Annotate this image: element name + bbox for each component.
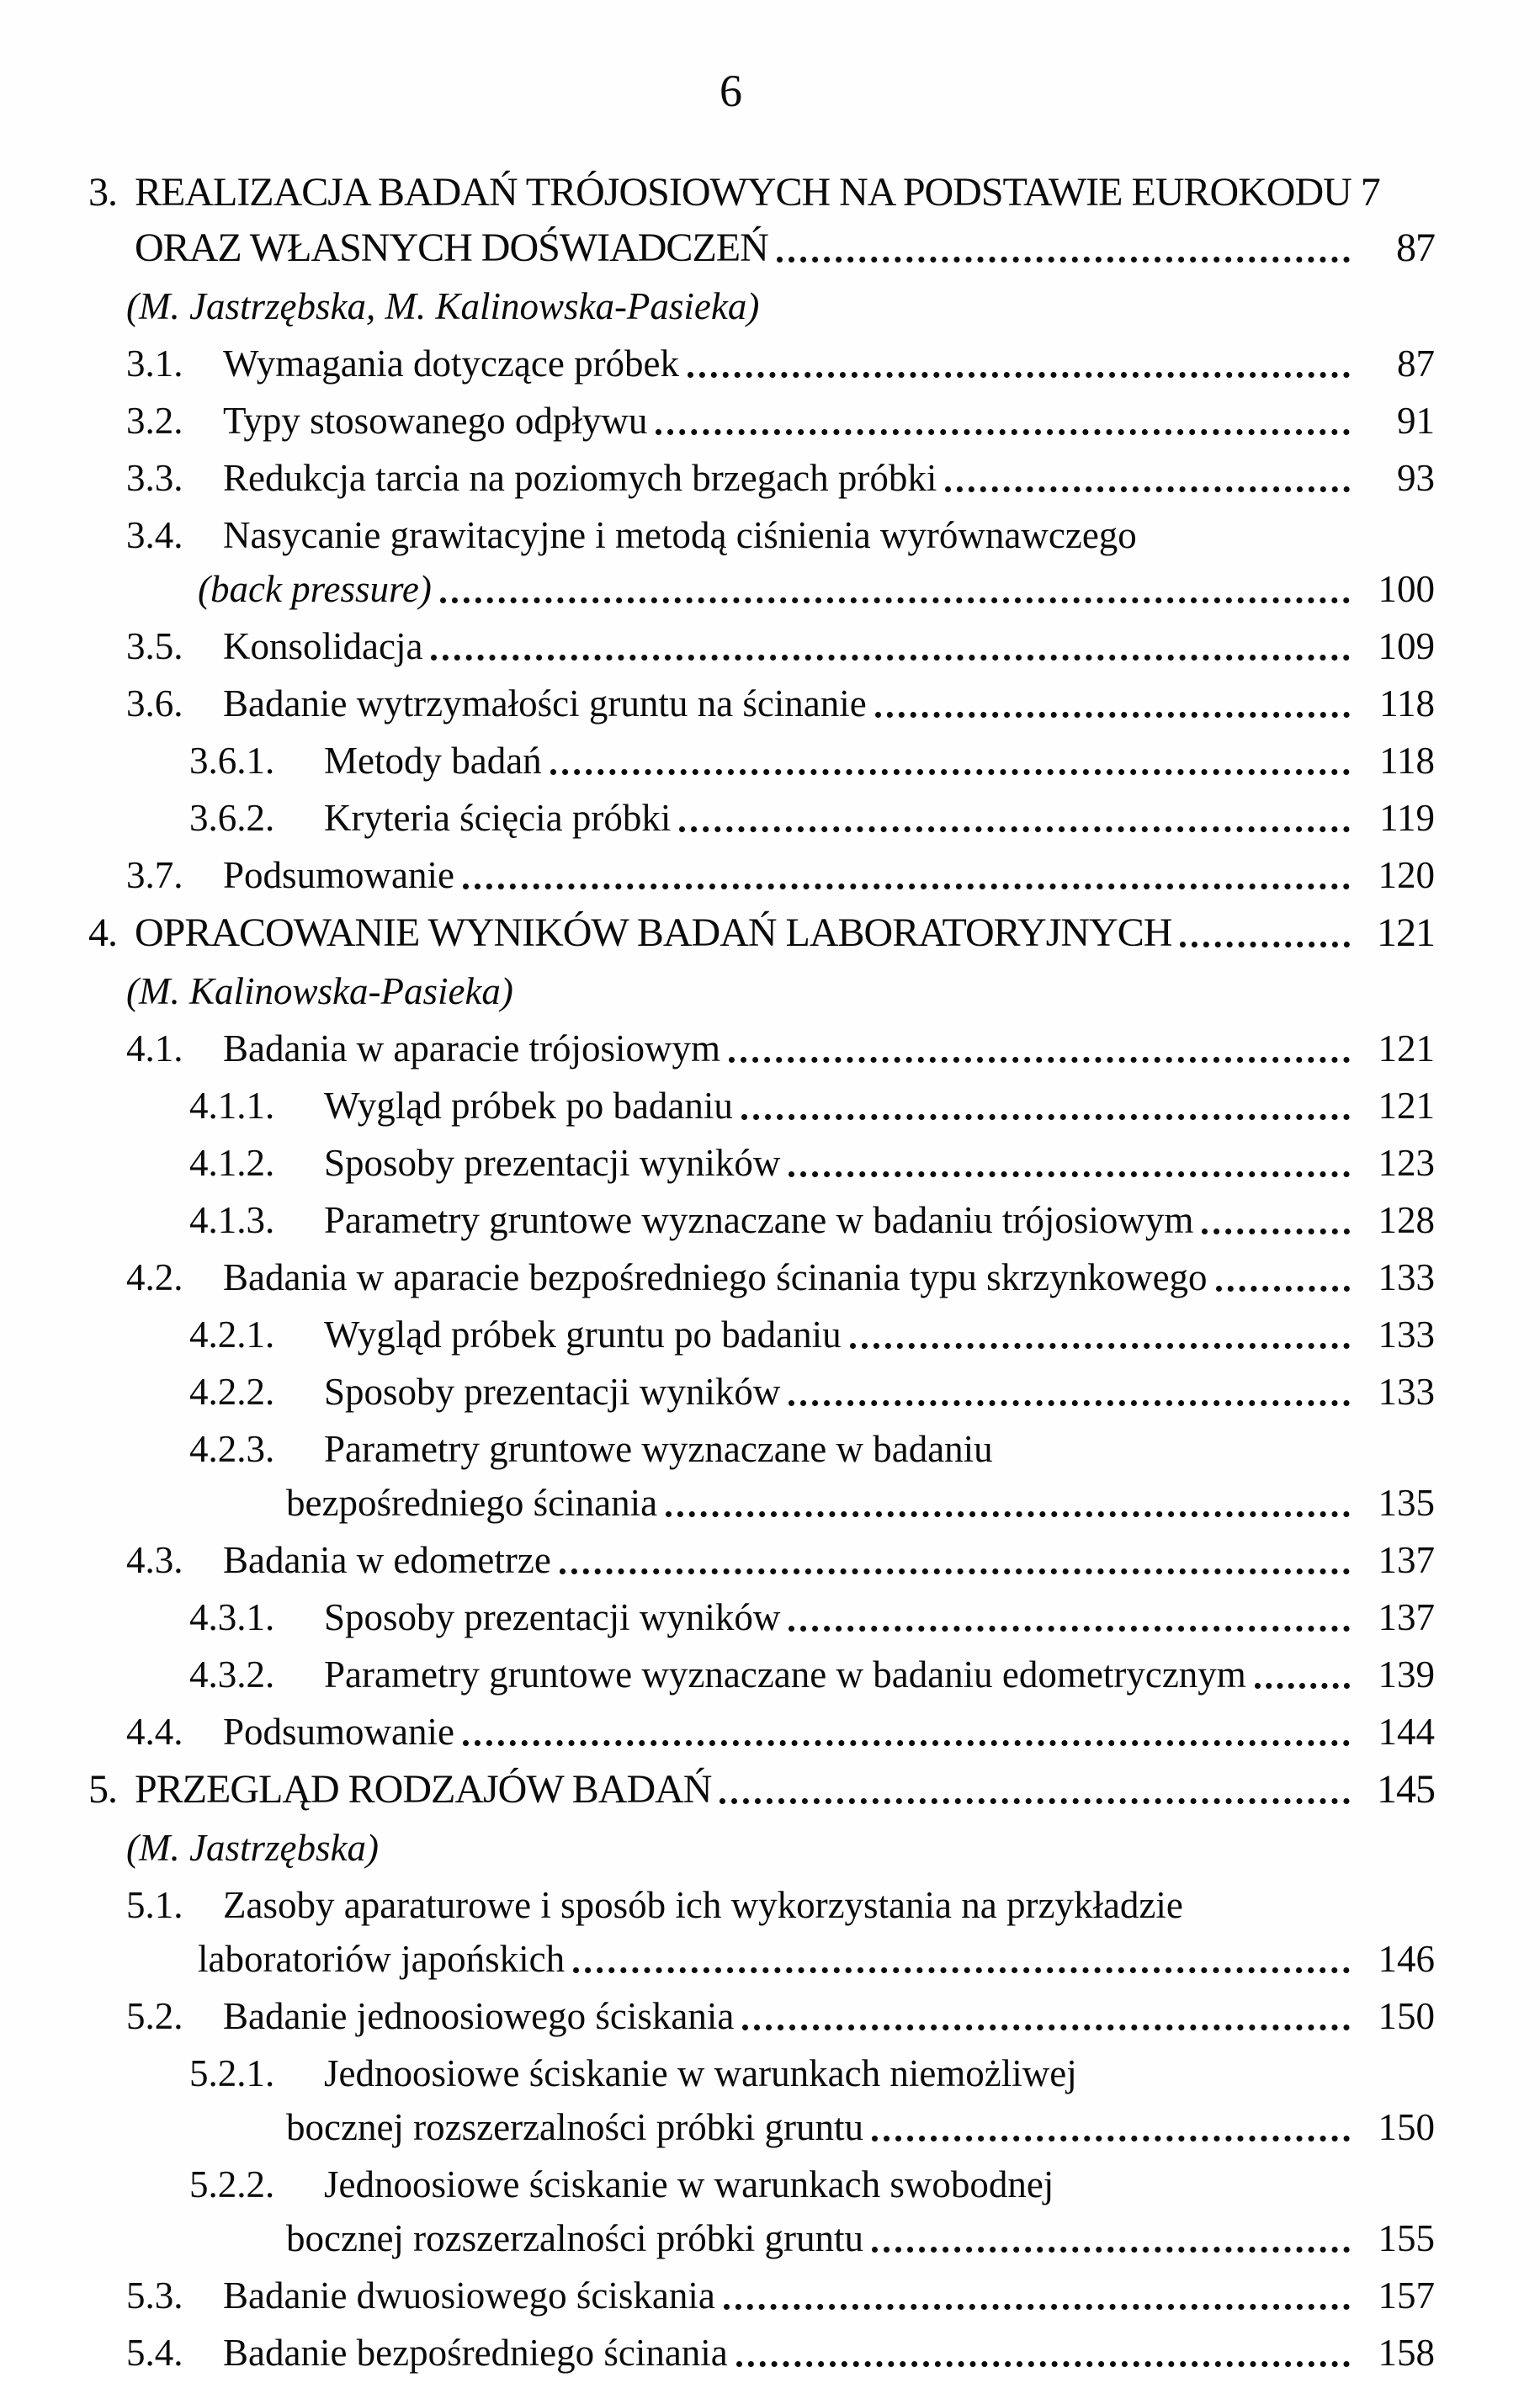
toc-entry-title: Zasoby aparaturowe i sposób ich wykorzystania na przykładzie <box>223 1884 1183 1926</box>
toc-entry-number: 3.1. <box>126 342 183 385</box>
toc-entry-title: Podsumowanie <box>223 854 454 896</box>
toc-entry <box>0 791 1435 845</box>
dot-leader <box>431 655 1350 661</box>
toc-entry <box>0 734 1435 788</box>
toc-entry <box>0 2269 1435 2322</box>
dot-leader <box>742 2025 1350 2030</box>
toc-entry <box>0 905 1435 961</box>
toc-entry <box>0 2157 1435 2265</box>
toc-author-line <box>0 1821 1435 1875</box>
toc-entry <box>0 1762 1435 1818</box>
toc-entry-number: 4.2.2. <box>189 1371 275 1413</box>
toc-entry-number: 5.4. <box>126 2332 183 2374</box>
toc-entry-title: Badanie jednoosiowego ściskania <box>223 1995 735 2037</box>
toc-entry-title: Sposoby prezentacji wyników <box>324 1371 781 1413</box>
dot-leader <box>724 2304 1350 2310</box>
toc-entry-page-number: 133 <box>1378 1256 1435 1298</box>
toc-entry-title: Konsolidacja <box>223 625 423 667</box>
toc-entry-number: 3.3. <box>126 457 183 499</box>
toc-entry-number: 5. <box>88 1767 117 1812</box>
toc-entry-page-number: 121 <box>1378 1085 1435 1127</box>
toc-entry-page-number: 137 <box>1378 1596 1435 1638</box>
toc-entry-page-number: 135 <box>1378 1482 1435 1524</box>
dot-leader <box>573 1967 1350 1973</box>
toc-entry-number: 3.6. <box>126 682 183 724</box>
toc-entry-page-number: 158 <box>1378 2332 1435 2374</box>
toc-entry-page-number: 118 <box>1379 740 1435 782</box>
toc-entry-page-number: 118 <box>1379 682 1435 724</box>
toc-entry-page-number: 137 <box>1378 1539 1435 1581</box>
toc-entry <box>0 848 1435 902</box>
dot-leader <box>945 486 1350 492</box>
toc-entry <box>0 1365 1435 1419</box>
toc-entry-number: 3. <box>88 170 117 215</box>
toc-entry-page-number: 150 <box>1378 1995 1435 2037</box>
toc-entry-number: 3.6.2. <box>189 797 275 839</box>
toc-entry-title: Podsumowanie <box>223 1711 454 1753</box>
dot-leader <box>550 769 1350 775</box>
toc-entry-page-number: 150 <box>1378 2106 1435 2148</box>
toc-entry <box>0 165 1435 276</box>
toc-entry-title-continuation: laboratoriów japońskich <box>198 1938 566 1980</box>
toc-entry-number: 4.3. <box>126 1539 183 1581</box>
toc-entry <box>0 1308 1435 1361</box>
toc-entry-title-continuation: bocznej rozszerzalności próbki gruntu <box>286 2217 863 2259</box>
toc-entry-title: Kryteria ścięcia próbki <box>324 797 672 839</box>
toc-entry-page-number: 87 <box>1396 226 1435 270</box>
toc-entry-title: Sposoby prezentacji wyników <box>324 1596 781 1638</box>
toc-entry-page-number: 133 <box>1378 1371 1435 1413</box>
toc-entry <box>0 1590 1435 1644</box>
toc-entry <box>0 1422 1435 1530</box>
toc-entry-title: OPRACOWANIE WYNIKÓW BADAŃ LABORATORYJNYCH <box>135 910 1172 955</box>
toc-entry-number: 4.4. <box>126 1711 183 1753</box>
toc-entry-page-number: 146 <box>1378 1938 1435 1980</box>
toc-entry-title: PRZEGLĄD RODZAJÓW BADAŃ <box>135 1767 712 1812</box>
dot-leader <box>729 1057 1350 1063</box>
toc-entry-title: Metody badań <box>324 740 542 782</box>
toc-entry-title-continuation: bocznej rozszerzalności próbki gruntu <box>286 2106 863 2148</box>
toc-author-text: (M. Kalinowska-Pasieka) <box>126 970 513 1012</box>
toc-entry-title: REALIZACJA BADAŃ TRÓJOSIOWYCH NA PODSTAWIE EUROKODU 7 <box>135 170 1380 215</box>
dot-leader <box>1255 1683 1350 1689</box>
toc-entry <box>0 337 1435 390</box>
dot-leader <box>789 1400 1350 1406</box>
dot-leader <box>440 597 1350 603</box>
dot-leader <box>656 429 1350 435</box>
dot-leader <box>736 2361 1350 2367</box>
toc-entry-page-number: 144 <box>1378 1711 1435 1753</box>
dot-leader <box>777 257 1350 263</box>
toc-entry-number: 4.3.2. <box>189 1653 275 1696</box>
toc-entry <box>0 394 1435 448</box>
toc-entry-page-number: 100 <box>1378 568 1435 610</box>
toc-entry-page-number: 93 <box>1397 457 1435 499</box>
toc-entry-number: 4.1.2. <box>189 1142 275 1184</box>
toc-entry-page-number: 121 <box>1377 910 1435 955</box>
toc-entry-number: 5.2.2. <box>189 2163 275 2205</box>
toc-entry-title: Redukcja tarcia na poziomych brzegach próbki <box>223 457 937 499</box>
toc-entry-title: Badania w aparacie bezpośredniego ścinania typu skrzynkowego <box>223 1256 1208 1298</box>
toc-entry-number: 4.1.1. <box>189 1085 275 1127</box>
toc-entry <box>0 1533 1435 1587</box>
dot-leader <box>463 1740 1350 1746</box>
toc-author-line <box>0 964 1435 1018</box>
dot-leader <box>875 712 1350 718</box>
toc-entry-title: Typy stosowanego odpływu <box>223 400 648 442</box>
toc-entry-title: Parametry gruntowe wyznaczane w badaniu edometrycznym <box>324 1653 1246 1696</box>
toc-entry-page-number: 133 <box>1378 1314 1435 1356</box>
toc-entry-page-number: 91 <box>1397 400 1435 442</box>
toc-entry-page-number: 120 <box>1378 854 1435 896</box>
toc-entry-number: 3.5. <box>126 625 183 667</box>
toc-entry-number: 4.1.3. <box>189 1199 275 1241</box>
toc-entry <box>0 1022 1435 1075</box>
dot-leader <box>1202 1229 1350 1234</box>
toc-entry <box>0 1989 1435 2043</box>
toc-entry-title-continuation: (back pressure) <box>198 568 432 610</box>
toc-entry-page-number: 155 <box>1378 2217 1435 2259</box>
toc-entry <box>0 1878 1435 1986</box>
toc-entry-number: 4.2.1. <box>189 1314 275 1356</box>
dot-leader <box>720 1798 1350 1804</box>
toc-entry-title: Jednoosiowe ściskanie w warunkach niemożliwej <box>324 2052 1077 2094</box>
dot-leader <box>560 1568 1350 1574</box>
toc-entry-page-number: 128 <box>1378 1199 1435 1241</box>
toc-entry-title: Badanie wytrzymałości gruntu na ścinanie <box>223 682 867 724</box>
toc-entry-page-number: 87 <box>1397 342 1435 385</box>
toc-entry-title: Badania w aparacie trójosiowym <box>223 1027 721 1069</box>
toc-entry-number: 5.1. <box>126 1884 183 1926</box>
toc-entry-page-number: 109 <box>1378 625 1435 667</box>
toc-entry <box>0 508 1435 616</box>
toc-entry-number: 3.4. <box>126 514 183 556</box>
toc-entry <box>0 2326 1435 2380</box>
toc-entry <box>0 619 1435 673</box>
toc-entry-title: Parametry gruntowe wyznaczane w badaniu trójosiowym <box>324 1199 1194 1241</box>
toc-entry <box>0 1193 1435 1247</box>
table-of-contents <box>0 165 1540 2383</box>
toc-entry-number: 5.2. <box>126 1995 183 2037</box>
toc-entry-title: Sposoby prezentacji wyników <box>324 1142 781 1184</box>
dot-leader <box>789 1171 1350 1177</box>
toc-entry-page-number: 121 <box>1378 1027 1435 1069</box>
dot-leader <box>1180 942 1350 947</box>
dot-leader <box>741 1114 1350 1120</box>
toc-entry-title: Wygląd próbek po badaniu <box>324 1085 733 1127</box>
dot-leader <box>789 1626 1350 1632</box>
dot-leader <box>872 2247 1350 2253</box>
dot-leader <box>850 1343 1350 1349</box>
toc-entry <box>0 1705 1435 1759</box>
toc-entry <box>0 451 1435 505</box>
toc-entry-number: 5.3. <box>126 2274 183 2317</box>
toc-entry-page-number: 157 <box>1378 2274 1435 2317</box>
toc-entry-title: Wymagania dotyczące próbek <box>223 342 680 385</box>
toc-author-text: (M. Jastrzębska, M. Kalinowska-Pasieka) <box>126 285 760 327</box>
dot-leader <box>1216 1286 1350 1292</box>
toc-entry-page-number: 139 <box>1378 1653 1435 1696</box>
toc-entry-title: Badanie dwuosiowego ściskania <box>223 2274 715 2317</box>
toc-entry <box>0 2046 1435 2154</box>
toc-author-text: (M. Jastrzębska) <box>126 1827 379 1869</box>
toc-entry-title: Badania w edometrze <box>223 1539 551 1581</box>
toc-entry <box>0 677 1435 730</box>
toc-entry <box>0 1648 1435 1701</box>
toc-entry <box>0 1136 1435 1190</box>
toc-entry-number: 4. <box>88 910 117 955</box>
dot-leader <box>679 826 1350 832</box>
toc-entry-number: 4.2.3. <box>189 1428 275 1470</box>
toc-entry <box>0 1250 1435 1304</box>
toc-entry-page-number: 145 <box>1377 1767 1435 1812</box>
dot-leader <box>666 1511 1350 1517</box>
toc-entry <box>0 1079 1435 1133</box>
dot-leader <box>688 372 1350 378</box>
toc-entry-number: 5.2.1. <box>189 2052 275 2094</box>
toc-entry-title: Jednoosiowe ściskanie w warunkach swobodnej <box>324 2163 1054 2205</box>
toc-entry-number: 3.6.1. <box>189 740 275 782</box>
toc-entry-number: 4.3.1. <box>189 1596 275 1638</box>
toc-entry-title-continuation: ORAZ WŁASNYCH DOŚWIADCZEŃ <box>135 226 768 270</box>
toc-entry-title: Wygląd próbek gruntu po badaniu <box>324 1314 842 1356</box>
page-header-number: 6 <box>720 66 742 116</box>
toc-author-line <box>0 279 1435 333</box>
toc-entry-number: 3.7. <box>126 854 183 896</box>
dot-leader <box>872 2136 1350 2142</box>
toc-entry-number: 3.2. <box>126 400 183 442</box>
dot-leader <box>463 884 1350 889</box>
toc-entry-page-number: 123 <box>1378 1142 1435 1184</box>
toc-entry-title: Parametry gruntowe wyznaczane w badaniu <box>324 1428 993 1470</box>
toc-entry-number: 4.2. <box>126 1256 183 1298</box>
toc-entry-title: Nasycanie grawitacyjne i metodą ciśnienia wyrównawczego <box>223 514 1137 556</box>
toc-entry-page-number: 119 <box>1379 797 1435 839</box>
toc-entry-title: Badanie bezpośredniego ścinania <box>223 2332 728 2374</box>
toc-entry-title-continuation: bezpośredniego ścinania <box>286 1482 658 1524</box>
toc-entry-number: 4.1. <box>126 1027 183 1069</box>
